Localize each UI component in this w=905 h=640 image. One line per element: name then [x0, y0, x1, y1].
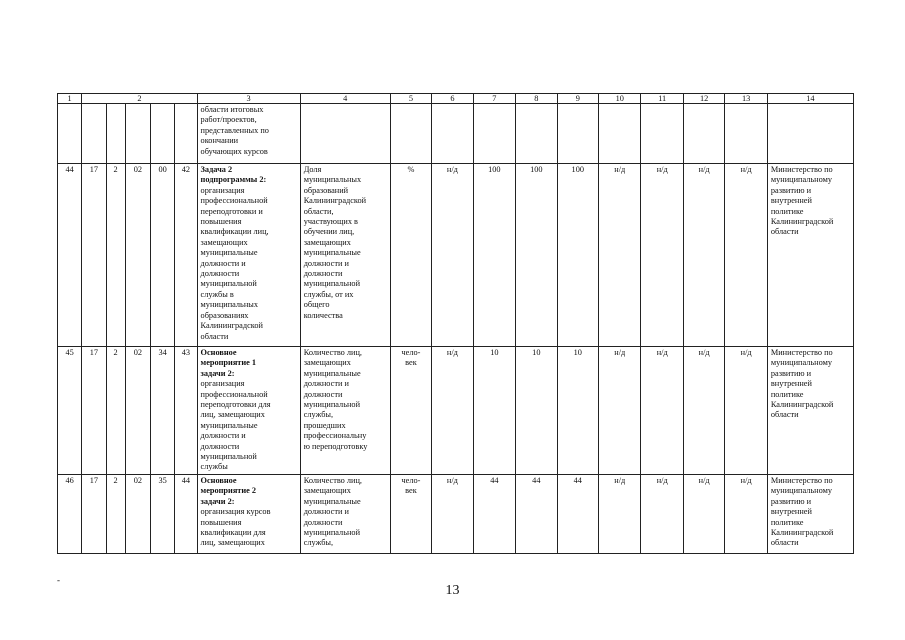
value-cell-9: 10	[557, 347, 598, 475]
value-cell-7: 44	[473, 474, 515, 553]
value-cell-11: н/д	[641, 474, 683, 553]
name-cell	[197, 474, 300, 553]
value-cell-13: н/д	[725, 474, 767, 553]
value-cell-9: 100	[557, 164, 598, 347]
value-cell-11: н/д	[641, 347, 683, 475]
value-cell-12: н/д	[683, 347, 724, 475]
value-cell-8: 44	[516, 474, 557, 553]
header-col-4: 4	[300, 94, 390, 104]
stray-mark: -	[57, 575, 60, 585]
code-cell: 42	[175, 164, 197, 347]
name-cell	[197, 347, 300, 475]
continued-name-cell: области итоговых работ/проектов, представленных по окончании обучающих курсов	[197, 104, 300, 164]
name-description: организация профессиональной переподготовки и повышения квалификации лиц, замещающих муниципальные должности и должности муниципальной службы в муниципальных образованиях Калининградской области	[200, 185, 269, 341]
value-cell-13: н/д	[725, 164, 767, 347]
value-cell-6: н/д	[432, 347, 473, 475]
code-cell: 02	[125, 347, 150, 475]
header-col-2: 2	[82, 94, 197, 104]
unit-cell: чело- век	[390, 474, 431, 553]
code-cell: 17	[82, 474, 106, 553]
table-row	[58, 164, 854, 347]
code-cell: 43	[175, 347, 197, 475]
value-cell-10: н/д	[599, 474, 641, 553]
value-cell-10: н/д	[599, 347, 641, 475]
value-cell-8: 10	[516, 347, 557, 475]
responsible-cell: Министерство по муниципальному развитию и внутренней политике Калининградской области	[767, 347, 853, 475]
indicator-cell: Доля муниципальных образований Калининградской области, участвующих в обучении лиц, замещающих муниципальные должности и должности муниципальной службы, от их общего количества	[300, 164, 390, 347]
code-cell: 17	[82, 347, 106, 475]
value-cell-9: 44	[557, 474, 598, 553]
value-cell-7: 10	[473, 347, 515, 475]
header-col-13: 13	[725, 94, 767, 104]
name-cell	[197, 164, 300, 347]
code-cell: 17	[82, 164, 106, 347]
code-cell: 00	[151, 164, 175, 347]
unit-cell: чело- век	[390, 347, 431, 475]
header-col-5: 5	[390, 94, 431, 104]
value-cell-6: н/д	[432, 164, 473, 347]
value-cell-13: н/д	[725, 347, 767, 475]
responsible-cell: Министерство по муниципальному развитию и внутренней политике Калининградской области	[767, 164, 853, 347]
header-col-6: 6	[432, 94, 473, 104]
value-cell-12: н/д	[683, 474, 724, 553]
indicator-cell: Количество лиц, замещающих муниципальные должности и должности муниципальной службы,	[300, 474, 390, 553]
header-col-10: 10	[599, 94, 641, 104]
name-description: организация профессиональной переподготовки для лиц, замещающих муниципальные должности и должности муниципальной службы	[200, 379, 271, 472]
code-cell: 2	[106, 474, 125, 553]
header-col-1: 1	[58, 94, 82, 104]
code-cell: 02	[125, 474, 150, 553]
value-cell-11: н/д	[641, 164, 683, 347]
code-cell: 34	[151, 347, 175, 475]
name-description: организация курсов повышения квалификации для лиц, замещающих	[200, 507, 271, 548]
row-number-cell: 45	[58, 347, 82, 475]
code-cell: 02	[125, 164, 150, 347]
header-col-14: 14	[767, 94, 853, 104]
indicator-cell: Количество лиц, замещающих муниципальные должности и должности муниципальной службы, прошедших профессиональну ю переподготовку	[300, 347, 390, 475]
header-col-7: 7	[473, 94, 515, 104]
code-cell: 44	[175, 474, 197, 553]
code-cell: 35	[151, 474, 175, 553]
unit-cell: %	[390, 164, 431, 347]
header-col-12: 12	[683, 94, 724, 104]
name-title: Основное мероприятие 1 задачи 2:	[200, 348, 257, 378]
value-cell-12: н/д	[683, 164, 724, 347]
header-col-11: 11	[641, 94, 683, 104]
header-col-9: 9	[557, 94, 598, 104]
header-col-8: 8	[516, 94, 557, 104]
program-indicators-table	[57, 93, 854, 554]
code-cell: 2	[106, 164, 125, 347]
table-row-continued	[58, 104, 854, 164]
header-row	[58, 94, 854, 104]
responsible-cell: Министерство по муниципальному развитию и внутренней политике Калининградской области	[767, 474, 853, 553]
table-row	[58, 474, 854, 553]
value-cell-6: н/д	[432, 474, 473, 553]
value-cell-10: н/д	[599, 164, 641, 347]
header-col-3: 3	[197, 94, 300, 104]
value-cell-8: 100	[516, 164, 557, 347]
value-cell-7: 100	[473, 164, 515, 347]
name-title: Основное мероприятие 2 задачи 2:	[200, 475, 257, 506]
row-number-cell: 46	[58, 474, 82, 553]
row-number-cell: 44	[58, 164, 82, 347]
code-cell: 2	[106, 347, 125, 475]
name-title: Задача 2 подпрограммы 2:	[200, 165, 267, 185]
page-number: 13	[445, 583, 460, 598]
table-row	[58, 347, 854, 475]
